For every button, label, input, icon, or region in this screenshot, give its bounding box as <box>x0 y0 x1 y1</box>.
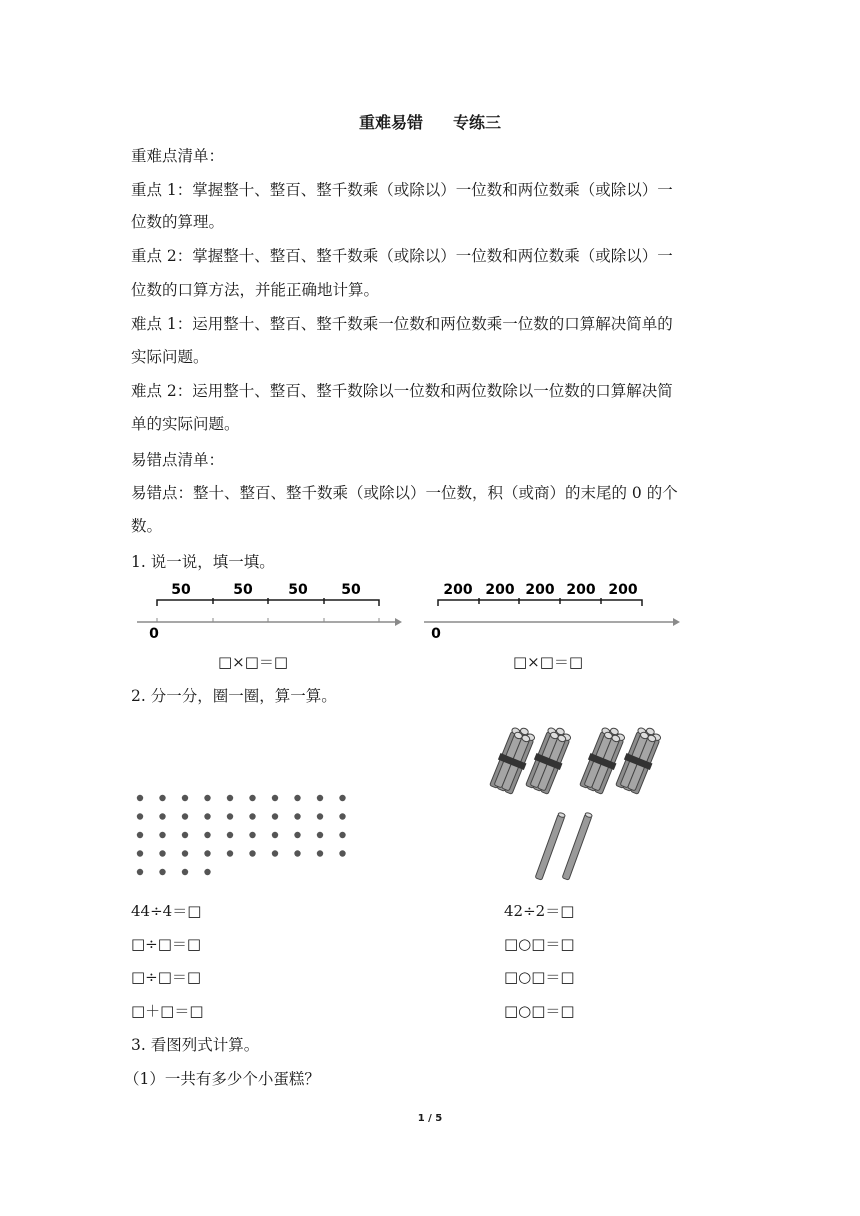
dot <box>159 850 165 856</box>
dot <box>249 813 255 819</box>
segment-label: 200 <box>525 582 555 598</box>
dot <box>182 832 188 838</box>
dot <box>317 795 323 801</box>
dot <box>339 813 345 819</box>
dot <box>159 813 165 819</box>
dot <box>294 832 300 838</box>
q1-equation-left: □×□＝□ <box>218 653 289 671</box>
difficulty-2-line-1: 难点 2：运用整十、整百、整千数除以一位数和两位数除以一位数的口算解决简 <box>131 382 673 400</box>
difficulty-1-line-1: 难点 1：运用整十、整百、整千数乘一位数和两位数乘一位数的口算解决简单的 <box>131 315 673 333</box>
dot <box>249 832 255 838</box>
title-part-1: 重难易错 <box>358 113 423 132</box>
segment-label: 50 <box>171 582 191 598</box>
dot <box>137 795 143 801</box>
dot <box>339 795 345 801</box>
q2-right-eq-4: □○□＝□ <box>504 1002 575 1020</box>
single-stick <box>535 812 566 880</box>
section-key-points-heading: 重难点清单： <box>131 147 225 165</box>
question-2-title: 2. 分一分，圈一圈，算一算。 <box>131 687 337 705</box>
dot <box>204 850 210 856</box>
page-title <box>0 110 860 133</box>
page-number: 1 / 5 <box>417 1113 443 1124</box>
dot <box>294 813 300 819</box>
dot <box>159 869 165 875</box>
title-part-2: 专练三 <box>453 113 502 132</box>
dot <box>249 850 255 856</box>
dot <box>137 869 143 875</box>
dot <box>339 850 345 856</box>
dot <box>204 869 210 875</box>
dot <box>317 813 323 819</box>
q2-right-eq-1: 42÷2＝□ <box>504 902 575 920</box>
segment-label: 200 <box>608 582 638 598</box>
dot <box>137 832 143 838</box>
q2-right-eq-2: □○□＝□ <box>504 935 575 953</box>
dot <box>182 850 188 856</box>
segment-label: 50 <box>341 582 361 598</box>
dot <box>272 795 278 801</box>
number-line-50 <box>137 578 402 642</box>
difficulty-2-line-2: 单的实际问题。 <box>131 415 240 433</box>
dot <box>204 832 210 838</box>
dot <box>339 832 345 838</box>
key-point-1-line-2: 位数的算理。 <box>131 213 225 231</box>
dot <box>272 832 278 838</box>
dot <box>137 850 143 856</box>
dot <box>182 869 188 875</box>
single-stick <box>562 812 593 880</box>
key-point-1-line-1: 重点 1：掌握整十、整百、整千数乘（或除以）一位数和两位数乘（或除以）一 <box>131 181 673 199</box>
q2-left-eq-1: 44÷4＝□ <box>131 902 202 920</box>
segment-label: 50 <box>288 582 308 598</box>
key-point-2-line-1: 重点 2：掌握整十、整百、整千数乘（或除以）一位数和两位数乘（或除以）一 <box>131 247 673 265</box>
question-3-title: 3. 看图列式计算。 <box>131 1036 260 1054</box>
segment-label: 200 <box>566 582 596 598</box>
dot <box>272 850 278 856</box>
zero-label: 0 <box>431 626 441 642</box>
dot <box>182 813 188 819</box>
q2-right-eq-3: □○□＝□ <box>504 968 575 986</box>
dot <box>272 813 278 819</box>
dot <box>249 795 255 801</box>
q2-left-eq-3: □÷□＝□ <box>131 968 202 986</box>
segment-label: 50 <box>233 582 253 598</box>
error-point-line-2: 数。 <box>131 517 163 535</box>
difficulty-1-line-2: 实际问题。 <box>131 348 209 366</box>
number-line-200 <box>424 578 680 642</box>
dot <box>182 795 188 801</box>
dot <box>159 832 165 838</box>
dot <box>227 813 233 819</box>
dot <box>294 795 300 801</box>
section-errors-heading: 易错点清单： <box>131 451 225 469</box>
question-1-title: 1. 说一说，填一填。 <box>131 553 275 571</box>
dot <box>227 795 233 801</box>
dot <box>317 850 323 856</box>
dot <box>159 795 165 801</box>
dot <box>137 813 143 819</box>
segment-label: 200 <box>485 582 515 598</box>
dot <box>294 850 300 856</box>
dot <box>227 832 233 838</box>
dot <box>204 795 210 801</box>
q2-left-eq-4: □＋□＝□ <box>131 1002 204 1020</box>
dot <box>317 832 323 838</box>
q1-equation-right: □×□＝□ <box>513 653 584 671</box>
key-point-2-line-2: 位数的口算方法，并能正确地计算。 <box>131 281 380 299</box>
dot <box>227 850 233 856</box>
dots-grid <box>130 790 355 875</box>
error-point-line-1: 易错点：整十、整百、整千数乘（或除以）一位数，积（或商）的末尾的 0 的个 <box>131 484 678 502</box>
dot <box>204 813 210 819</box>
sticks-bundles-picture <box>492 720 672 885</box>
zero-label: 0 <box>149 626 159 642</box>
question-3-sub-1: （1）一共有多少个小蛋糕？ <box>124 1070 320 1088</box>
segment-label: 200 <box>443 582 473 598</box>
q2-left-eq-2: □÷□＝□ <box>131 935 202 953</box>
